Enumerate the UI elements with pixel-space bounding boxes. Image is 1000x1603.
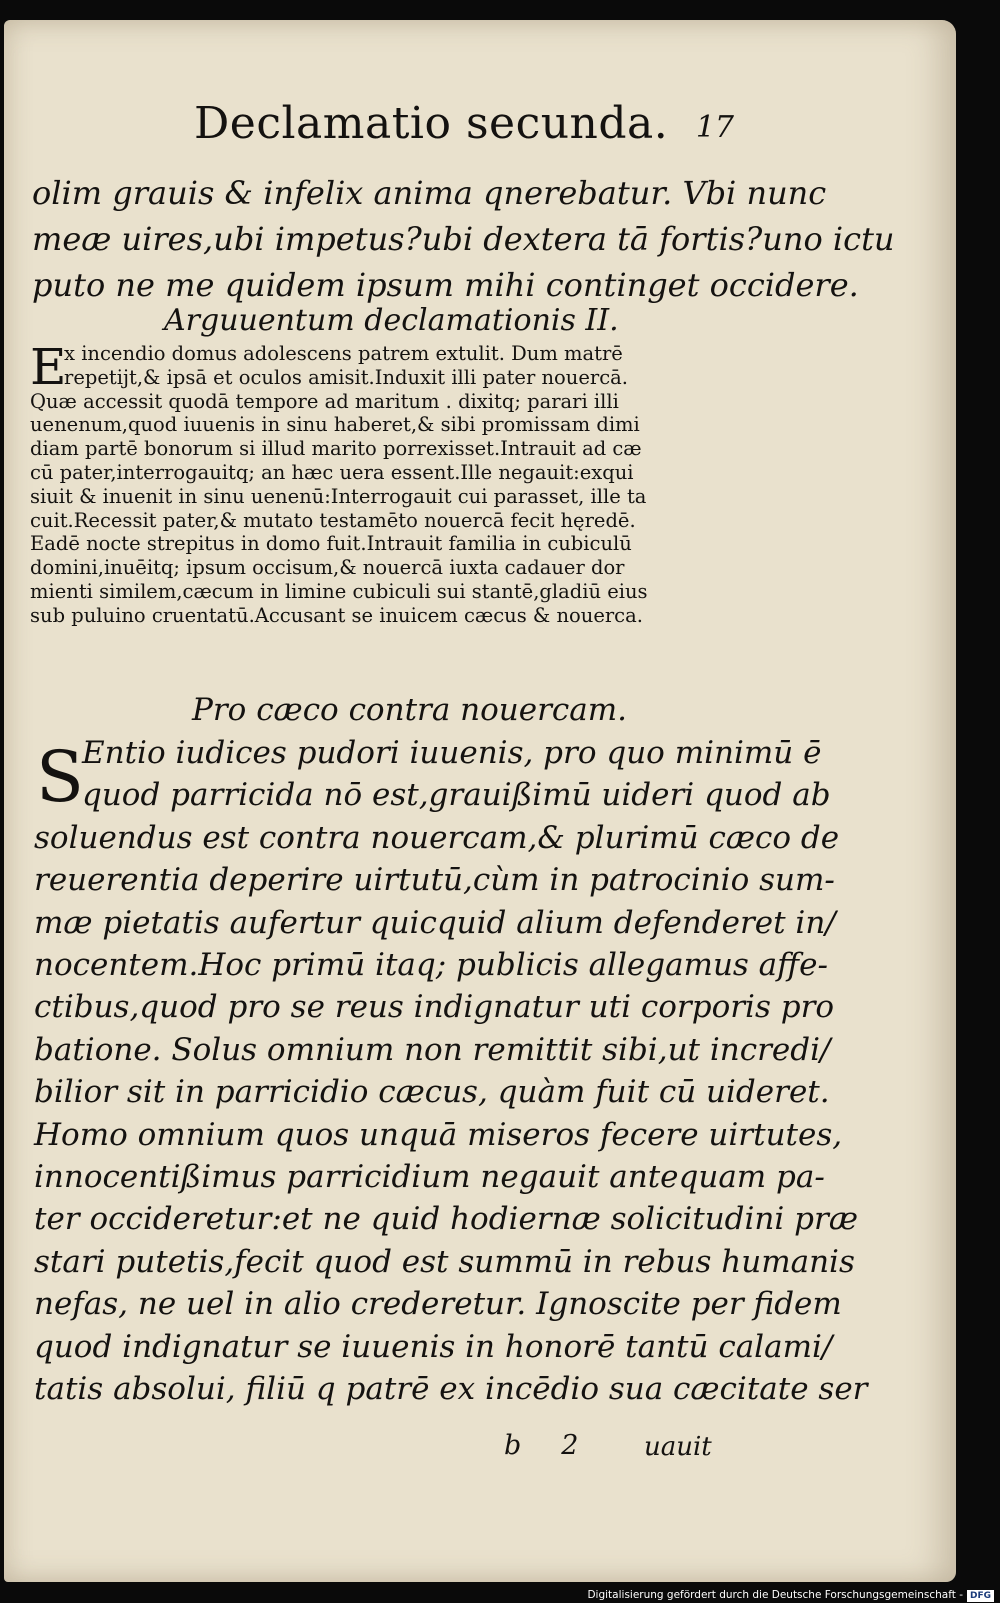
text-line: domini,inuēitq; ipsum occisum,& nouercā iuxta cadauer dor [30,556,625,580]
digitization-credit [587,1587,994,1603]
signature-mark [504,1430,578,1461]
speech-initial: S [36,736,84,818]
text-line: repetijt,& ipsā et oculos amisit.Induxit illi pater nouercā. [64,365,628,389]
text-line: olim grauis & infelix anima qnerebatur. Vbi nunc [32,174,827,212]
speech-heading: Pro cæco contra nouercam. [192,692,628,728]
text-line: sub puluino cruentatū.Accusant se inuicem cæcus & nouerca. [30,603,643,627]
running-title: Declamatio secunda. [194,98,669,149]
text-line: diam partē bonorum si illud marito porrexisset.Intrauit ad cæ [30,437,642,461]
text-line: Eadē nocte strepitus in domo fuit.Intrauit familia in cubiculū [30,532,632,556]
text-line: bilior sit in parricidio cæcus, quàm fuit cū uideret. [34,1074,830,1111]
text-line: tatis absolui, filiū q patrē ex incēdio sua cæcitate ser [34,1371,868,1408]
text-line: Entio iudices pudori iuuenis, pro quo minimū ē [82,735,822,771]
text-line: cuit.Recessit pater,& mutato testamēto nouercā fecit hęredē. [30,508,636,532]
credit-text: Digitalisierung gefördert durch die Deutsche Forschungsgemeinschaft - [587,1589,963,1601]
text-line: innocentißimus parricidium negauit antequam pa- [34,1159,825,1196]
text-line: mæ pietatis aufertur quicquid alium defenderet in/ [34,904,836,941]
continuation-text [32,170,895,308]
folio-number: 17 [695,110,734,145]
text-line: quod indignatur se iuuenis in honorē tantū calami/ [34,1328,833,1365]
catchword: uauit [644,1432,712,1462]
text-line: cū pater,interrogauitq; an hæc uera essent.Ille negauit:exqui [30,460,634,484]
text-line: x incendio domus adolescens patrem extulit. Dum matrē [64,342,623,365]
speech-text [34,732,868,1411]
text-line: uenenum,quod iuuenis in sinu haberet,& sibi promissam dimi [30,413,640,437]
dfg-logo: DFG [967,1590,994,1602]
text-line: reuerentia deperire uirtutū,cùm in patrocinio sum- [34,862,835,899]
text-line: soluendus est contra nouercam,& plurimū cæco de [34,819,840,856]
text-line: nocentem.Hoc primū itaq; publicis allegamus affe- [34,947,828,984]
text-line: nefas, ne uel in alio crederetur. Ignoscite per fidem [34,1286,842,1323]
text-line: Homo omnium quos unquā miseros fecere uirtutes, [34,1116,843,1153]
signature-number: 2 [561,1430,579,1461]
text-line: quod parricida nō est,grauißimū uideri quod ab [82,777,831,814]
text-line: Quæ accessit quodā tempore ad maritum . dixitq; parari illi [30,389,619,413]
text-line: puto ne me quidem ipsum mihi continget occidere. [32,266,859,304]
argument-initial: E [30,338,67,396]
text-line: siuit & inuenit in sinu uenenū:Interrogauit cui parasset, ille ta [30,484,647,508]
argument-heading: Arguuentum declamationis II. [164,303,619,338]
text-line: mienti similem,cæcum in limine cubiculi sui stantē,gladiū eius [30,579,648,603]
text-line: batione. Solus omnium non remittit sibi,ut incredi/ [34,1031,831,1068]
page-header [194,98,734,158]
argument-text [30,338,648,628]
text-line: ctibus,quod pro se reus indignatur uti corporis pro [34,989,835,1026]
text-line: meæ uires,ubi impetus?ubi dextera tā fortis?uno ictu [32,220,895,258]
book-page [4,20,956,1582]
text-line: ter occideretur:et ne quid hodiernæ solicitudini præ [34,1201,858,1238]
signature-letter: b [504,1430,522,1461]
text-line: stari putetis,fecit quod est summū in rebus humanis [34,1243,855,1280]
